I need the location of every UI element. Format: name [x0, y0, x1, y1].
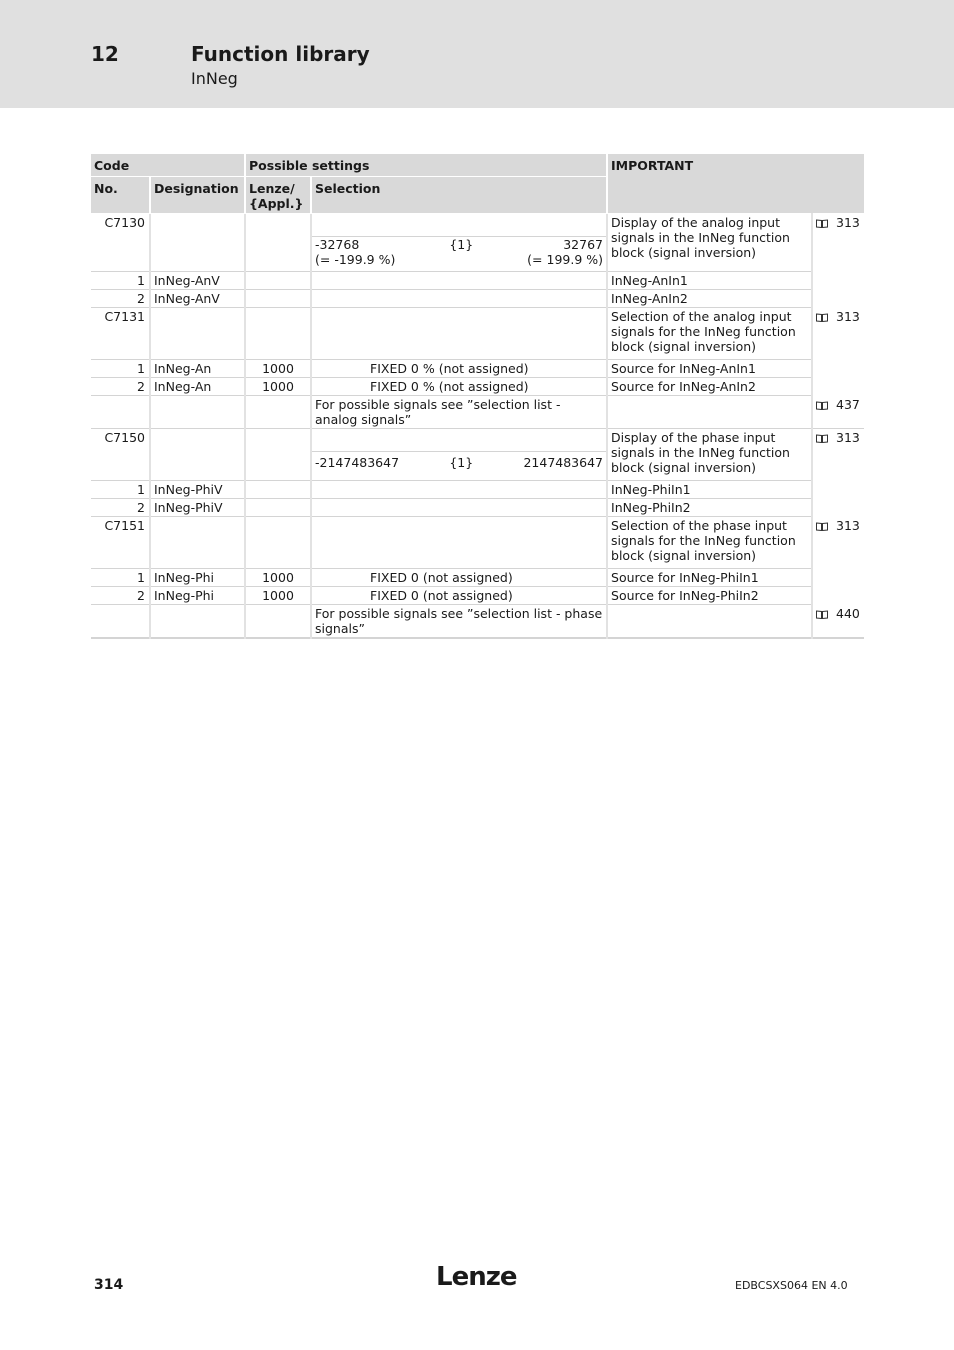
header-important: IMPORTANT — [607, 154, 864, 214]
selection-value: FIXED 0 % (not assigned) — [311, 378, 607, 396]
selection-range — [311, 429, 607, 481]
book-icon — [816, 313, 828, 322]
reference-page: 437 — [836, 396, 860, 412]
range-max: 32767 — [563, 237, 603, 252]
important-text: Selection of the analog input signals for the InNeg function block (signal inversion) — [607, 308, 812, 360]
table-row — [91, 429, 864, 481]
designation: InNeg-AnV — [150, 290, 245, 308]
row-number: 2 — [91, 290, 150, 308]
document-id: EDBCSXS064 EN 4.0 — [735, 1279, 848, 1292]
reference-page: 313 — [836, 308, 860, 324]
important-text: InNeg-PhiIn2 — [607, 499, 812, 517]
table-row — [91, 214, 864, 272]
row-number: 2 — [91, 378, 150, 396]
table-row — [91, 308, 864, 360]
reference-page: 440 — [836, 605, 860, 621]
table-row — [91, 360, 864, 378]
row-number: 2 — [91, 587, 150, 605]
lenze-logo: Lenze — [436, 1262, 517, 1292]
designation: InNeg-PhiV — [150, 481, 245, 499]
row-number: 1 — [91, 569, 150, 587]
row-number: 2 — [91, 499, 150, 517]
book-icon — [816, 401, 828, 410]
range-step: {1} — [449, 237, 474, 252]
table-row — [91, 605, 864, 639]
lenze-default: 1000 — [245, 360, 311, 378]
table-row — [91, 290, 864, 308]
book-icon — [816, 610, 828, 619]
table-row — [91, 499, 864, 517]
selection-range — [311, 214, 607, 272]
chapter-number: 12 — [91, 42, 119, 66]
header-no: No. — [91, 177, 150, 214]
designation: InNeg-PhiV — [150, 499, 245, 517]
lenze-default: 1000 — [245, 378, 311, 396]
important-text: Source for InNeg-PhiIn2 — [607, 587, 812, 605]
important-text: Display of the analog input signals in the InNeg function block (signal inversion) — [607, 214, 812, 272]
range-min: -2147483647 — [315, 455, 400, 470]
important-text: InNeg-PhiIn1 — [607, 481, 812, 499]
header-code: Code — [91, 154, 245, 177]
lenze-default: 1000 — [245, 587, 311, 605]
selection-note: For possible signals see ”selection list - phase signals” — [311, 605, 607, 639]
header-designation: Designation — [150, 177, 245, 214]
chapter-title: Function library — [191, 42, 370, 66]
row-number: 1 — [91, 481, 150, 499]
code-cell: C7151 — [91, 517, 150, 569]
chapter-subtitle: InNeg — [191, 69, 238, 88]
reference-page: 313 — [836, 430, 860, 445]
page-reference[interactable] — [812, 396, 864, 429]
row-number: 1 — [91, 360, 150, 378]
important-text: Display of the phase input signals in the InNeg function block (signal inversion) — [607, 429, 812, 481]
code-cell: C7131 — [91, 308, 150, 360]
header-lenze: Lenze/ {Appl.} — [245, 177, 311, 214]
page-reference[interactable] — [812, 214, 864, 308]
designation: InNeg-Phi — [150, 569, 245, 587]
reference-page: 313 — [836, 215, 860, 230]
header-possible-settings: Possible settings — [245, 154, 607, 177]
header-band — [0, 0, 954, 108]
range-min: -32768 — [315, 237, 360, 252]
table-row — [91, 569, 864, 587]
range-max-percent: (= 199.9 %) — [527, 252, 604, 267]
important-text: Source for InNeg-AnIn2 — [607, 378, 812, 396]
selection-value: FIXED 0 % (not assigned) — [311, 360, 607, 378]
reference-page: 313 — [836, 517, 860, 533]
designation: InNeg-AnV — [150, 272, 245, 290]
page-reference[interactable] — [812, 429, 864, 517]
important-text: InNeg-AnIn1 — [607, 272, 812, 290]
lenze-default: 1000 — [245, 569, 311, 587]
code-cell: C7130 — [91, 214, 150, 272]
range-min-percent: (= -199.9 %) — [315, 252, 396, 267]
page-reference[interactable] — [812, 517, 864, 605]
page-reference[interactable] — [812, 308, 864, 396]
range-step: {1} — [449, 455, 474, 470]
designation: InNeg-Phi — [150, 587, 245, 605]
important-text: InNeg-AnIn2 — [607, 290, 812, 308]
table-row — [91, 396, 864, 429]
book-icon — [816, 219, 828, 228]
table-row — [91, 272, 864, 290]
important-text: Source for InNeg-AnIn1 — [607, 360, 812, 378]
selection-note: For possible signals see ”selection list - analog signals” — [311, 396, 607, 429]
book-icon — [816, 434, 828, 443]
designation: InNeg-An — [150, 360, 245, 378]
table-row — [91, 517, 864, 569]
designation: InNeg-An — [150, 378, 245, 396]
book-icon — [816, 522, 828, 531]
range-max: 2147483647 — [523, 455, 603, 470]
table-row — [91, 481, 864, 499]
header-selection: Selection — [311, 177, 607, 214]
parameter-table — [91, 154, 864, 639]
table-row — [91, 378, 864, 396]
selection-value: FIXED 0 (not assigned) — [311, 569, 607, 587]
important-text: Source for InNeg-PhiIn1 — [607, 569, 812, 587]
important-text: Selection of the phase input signals for the InNeg function block (signal inversion) — [607, 517, 812, 569]
page-reference[interactable] — [812, 605, 864, 639]
row-number: 1 — [91, 272, 150, 290]
selection-value: FIXED 0 (not assigned) — [311, 587, 607, 605]
code-cell: C7150 — [91, 429, 150, 481]
page-number: 314 — [94, 1277, 124, 1293]
table-row — [91, 587, 864, 605]
